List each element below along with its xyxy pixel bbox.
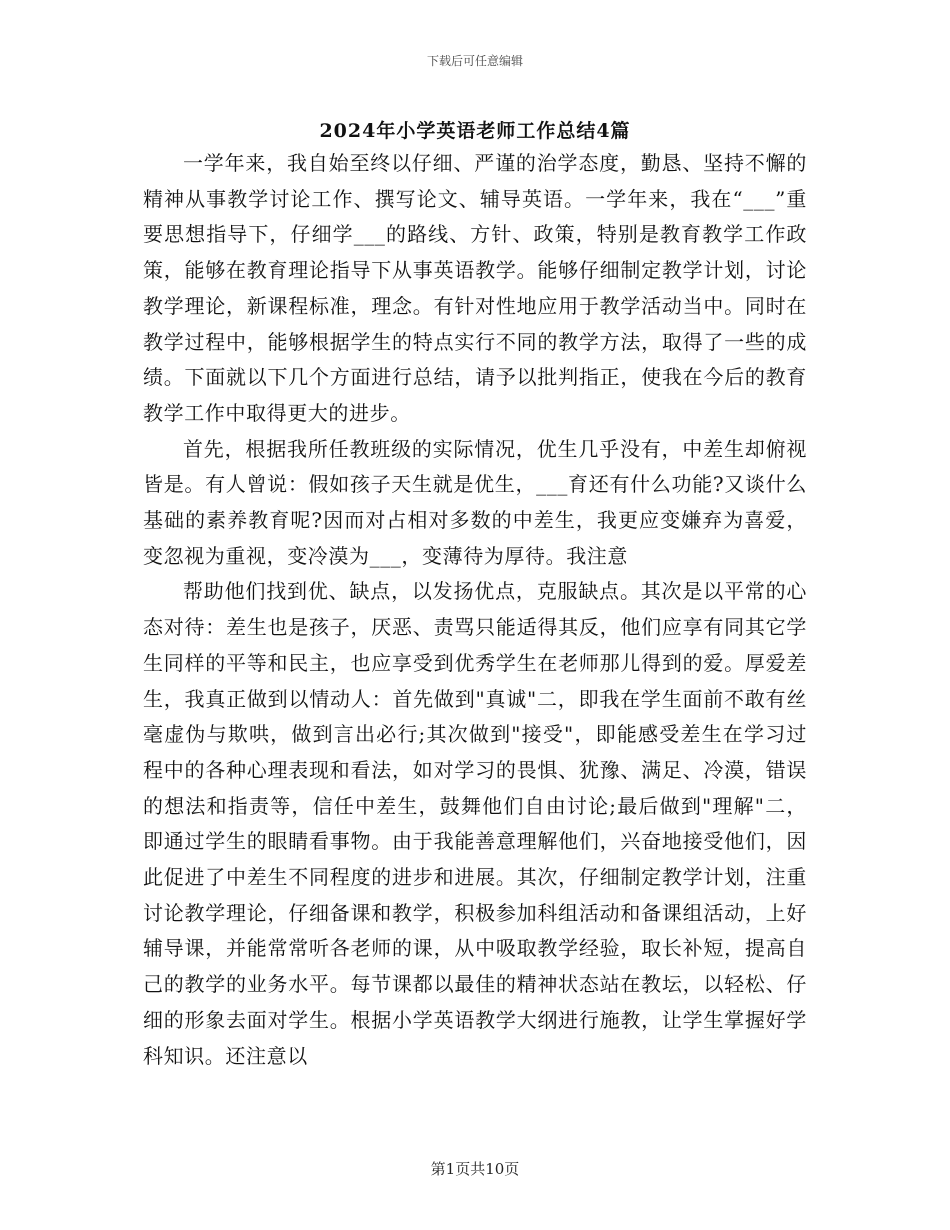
document-title: 2024年小学英语老师工作总结4篇 <box>319 120 631 142</box>
paragraph-2: 首先，根据我所任教班级的实际情况，优生几乎没有，中差生却俯视皆是。有人曾说：假如孩子天生就是优生，___育还有什么功能?又谈什么基础的素养教育呢?因而对占相对多数的中差生，我更应变嫌弃为喜爱，变忽视为重视，变冷漠为___，变薄待为厚待。我注意 <box>143 436 807 568</box>
paragraph-1: 一学年来，我自始至终以仔细、严谨的治学态度，勤恳、坚持不懈的精神从事教学讨论工作、撰写论文、辅导英语。一学年来，我在“___”重要思想指导下，仔细学___的路线、方针、政策，特别是教育教学工作政策，能够在教育理论指导下从事英语教学。能够仔细制定教学计划，讨论教学理论，新课程标准，理念。有针对性地应用于教学活动当中。同时在教学过程中，能够根据学生的特点实行不同的教学方法，取得了一些的成绩。下面就以下几个方面进行总结，请予以批判指正，使我在今后的教育教学工作中取得更大的进步。 <box>143 151 807 425</box>
header-note: 下载后可任意编辑 <box>426 54 523 68</box>
document-body <box>143 146 807 1074</box>
page-footer: 第1页共10页 <box>430 1160 520 1178</box>
paragraph-3: 帮助他们找到优、缺点，以发扬优点，克服缺点。其次是以平常的心态对待：差生也是孩子，厌恶、责骂只能适得其反，他们应享有同其它学生同样的平等和民主，也应享受到优秀学生在老师那儿得到的爱。厚爱差生，我真正做到以情动人：首先做到"真诚"二，即我在学生面前不敢有丝毫虚伪与欺哄，做到言出必行;其次做到"接受"，即能感受差生在学习过程中的各种心理表现和看法，如对学习的畏惧、犹豫、满足、冷漠，错误的想法和指责等，信任中差生，鼓舞他们自由讨论;最后做到"理解"二，即通过学生的眼睛看事物。由于我能善意理解他们，兴奋地接受他们，因此促进了中差生不同程度的进步和进展。其次，仔细制定教学计划，注重讨论教学理论，仔细备课和教学，积极参加科组活动和备课组活动，上好辅导课，并能常常听各老师的课，从中吸取教学经验，取长补短，提高自己的教学的业务水平。每节课都以最佳的精神状态站在教坛，以轻松、仔细的形象去面对学生。根据小学英语教学大纲进行施教，让学生掌握好学科知识。还注意以 <box>143 579 807 1068</box>
